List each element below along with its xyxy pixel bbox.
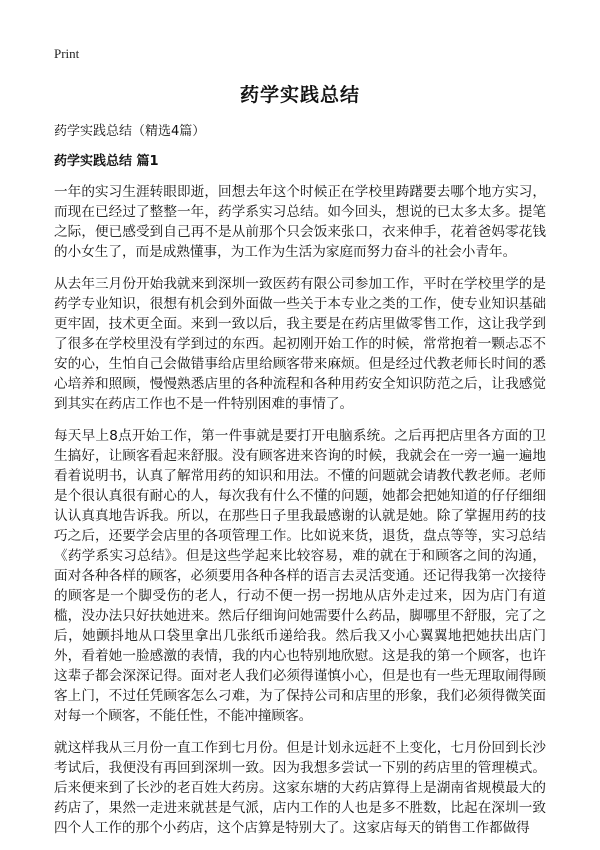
section-heading: 药学实践总结 篇1 [54,154,159,169]
paragraph-3: 每天早上8点开始工作，第一件事就是要打开电脑系统。之后再把店里各方面的卫生搞好，让顾客看起来舒服。没有顾客进来咨询的时候，我就会在一旁一遍一遍地看着说明书，认真了解常用药的知识和用法。不懂的问题就会请教代教老师。老师是个很认真很有耐心的人，每次我有什么不懂的问题，她都会把她知道的仔仔细细认认真真地告诉我。所以，在那些日子里我最感谢的认就是她。除了掌握用药的技巧之后，还要学会店里的各项管理工作。比如说来货，退货，盘点等等，实习总结《药学系实习总结》。但是这些学起来比较容易，难的就在于和顾客之间的沟通，面对各种各样的顾客，必须要用各种各样的语言去灵活变通。还记得我第一次接待的顾客是一个脚受伤的老人，行动不便一拐一拐地从店外走过来，因为店门有道槛，没办法只好扶她进来。然后仔细询问她需要什么药品，脚哪里不舒服，完了之后，她颤抖地从口袋里拿出几张纸币递给我。然后我又小心翼翼地把她扶出店门外，看着她一脸感激的表情，我的内心也特别地欣慰。这是我的第一个顾客，也许这辈子都会深深记得。面对老人我们必须得谨慎小心，但是也有一些无理取闹得顾客上门，不过任凭顾客怎么刁难，为了保持公司和店里的形象，我们必须得微笑面对每一个顾客，不能任性，不能冲撞顾客。 [54,428,546,724]
document-subtitle: 药学实践总结（精选4篇） [54,124,206,139]
paragraph-4: 就这样我从三月份一直工作到七月份。但是计划永远赶不上变化，七月份回到长沙考试后，我便没有再回到深圳一致。因为我想多尝试一下别的药店里的管理模式。后来便来到了长沙的老百姓大药房。这家东塘的大药店算得上是湖南省规模最大的药店了，果然一走进来就甚是气派，店内工作的人也是多不胜数，比起在深圳一致四个人工作的那个小药店，这个店算是特别大了。这家店每天的销售工作都做得 [54,740,546,836]
document-title: 药学实践总结 [239,84,360,106]
paragraph-2: 从去年三月份开始我就来到深圳一致医药有限公司参加工作，平时在学校里学的是药学专业知识，很想有机会到外面做一些关于本专业之类的工作，使专业知识基础更牢固，技术更全面。来到一致以后，我主要是在药店里做零售工作，这让我学到了很多在学校里没有学到过的东西。起初刚开始工作的时候，常常抱着一颗忐忑不安的心，生怕自己会做错事给店里给顾客带来麻烦。但是经过代教老师长时间的悉心培养和照顾，慢慢熟悉店里的各种流程和各种用药安全知识防范之后，让我感觉到其实在药店工作也不是一件特别困难的事情了。 [54,276,546,412]
print-link[interactable]: Print [54,46,80,61]
paragraph-1: 一年的实习生涯转眼即逝，回想去年这个时候正在学校里踌躇要去哪个地方实习，而现在已经过了整整一年，药学系实习总结。如今回头，想说的已太多太多。提笔之际，便已感受到自己再不是从前那个只会饭来张口，衣来伸手，花着爸妈零花钱的小女生了，而是成熟懂事，为工作为生活为家庭而努力奋斗的社会小青年。 [54,184,546,260]
article-body [54,182,546,850]
